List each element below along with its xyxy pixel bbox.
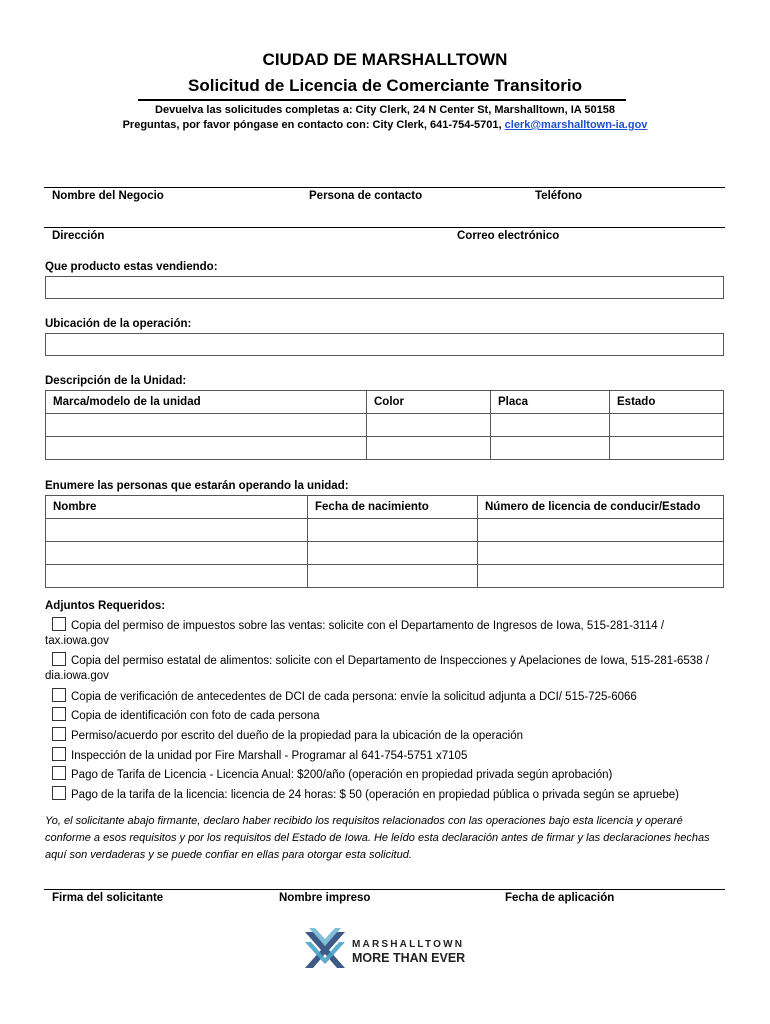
logo-text-slogan: MORE THAN EVER [352, 951, 466, 965]
location-field[interactable] [45, 333, 724, 356]
contact-prefix: Preguntas, por favor póngase en contacto con: City Clerk, 641-754-5701, [122, 119, 505, 131]
operator-cell[interactable] [308, 565, 478, 588]
checkbox[interactable] [52, 747, 66, 761]
contact-instructions [0, 119, 770, 131]
unit-cell[interactable] [610, 414, 724, 437]
operator-cell[interactable] [46, 519, 308, 542]
unit-cell[interactable] [46, 414, 367, 437]
operators-header-name: Nombre [46, 496, 308, 519]
unit-cell[interactable] [367, 437, 491, 460]
email-label: Correo electrónico [457, 230, 560, 242]
operator-cell[interactable] [478, 519, 724, 542]
marshalltown-logo-icon [305, 928, 345, 970]
unit-header-model: Marca/modelo de la unidad [46, 391, 367, 414]
applicant-signature-label: Firma del solicitante [52, 892, 164, 904]
unit-header-state: Estado [610, 391, 724, 414]
checkbox[interactable] [52, 766, 66, 780]
attachment-text: Copia de verificación de antecedentes de DCI de cada persona: envíe la solicitud adjunta a DCI/ 515-725-6066 [71, 691, 637, 703]
attachment-text: Pago de la tarifa de la licencia: licencia de 24 horas: $ 50 (operación en propiedad pública o privada según se apruebe) [71, 789, 679, 801]
operators-header-license: Número de licencia de conducir/Estado [478, 496, 724, 519]
table-row [46, 437, 724, 460]
checkbox[interactable] [52, 652, 66, 666]
declaration-line-2: conforme a esos requisitos y por los requisitos del Estado de Iowa. He leído esta declaración antes de firmar y las declaraciones hechas [45, 832, 710, 844]
attachment-item-food-permit [52, 652, 709, 670]
table-row [46, 565, 724, 588]
operator-cell[interactable] [478, 542, 724, 565]
attachment-item-photo-id [52, 707, 320, 725]
city-title: CIUDAD DE MARSHALLTOWN [262, 50, 508, 69]
business-name-label: Nombre del Negocio [52, 190, 164, 202]
declaration-line-3: aquí son verdaderas y se puede confiar en ellas para otorgar esta solicitud. [45, 849, 412, 861]
operators-header-row [46, 496, 724, 519]
attachment-text: Copia de identificación con foto de cada persona [71, 710, 320, 722]
table-row [46, 414, 724, 437]
unit-cell[interactable] [491, 414, 610, 437]
attachment-item-annual-fee [52, 766, 612, 784]
operator-cell[interactable] [308, 542, 478, 565]
table-row [46, 542, 724, 565]
return-instructions: Devuelva las solicitudes completas a: City Clerk, 24 N Center St, Marshalltown, IA 50158 [155, 104, 615, 116]
unit-cell[interactable] [367, 414, 491, 437]
attachment-item-dci-check [52, 688, 637, 706]
phone-label: Teléfono [535, 190, 583, 202]
printed-name-label: Nombre impreso [279, 892, 371, 904]
contact-person-label: Persona de contacto [309, 190, 423, 202]
operators-header-dob: Fecha de nacimiento [308, 496, 478, 519]
attachment-text: Pago de Tarifa de Licencia - Licencia Anual: $200/año (operación en propiedad privada según aprobación) [71, 769, 613, 781]
product-field[interactable] [45, 276, 724, 299]
clerk-email-link[interactable]: clerk@marshalltown-ia.gov [504, 119, 648, 131]
business-line-top [44, 187, 725, 188]
attachment-item-owner-permission [52, 727, 523, 745]
operators-label: Enumere las personas que estarán operando la unidad: [45, 480, 349, 492]
operator-cell[interactable] [46, 565, 308, 588]
checkbox[interactable] [52, 727, 66, 741]
attachment-item-fire-inspection [52, 747, 467, 765]
application-date-label: Fecha de aplicación [505, 892, 615, 904]
attachment-continuation: tax.iowa.gov [45, 635, 109, 647]
form-title: Solicitud de Licencia de Comerciante Transitorio [188, 76, 582, 95]
attachment-text: Inspección de la unidad por Fire Marshall - Programar al 641-754-5751 x7105 [71, 750, 468, 762]
declaration-line-1: Yo, el solicitante abajo firmante, declaro haber recibido los requisitos relacionados con las operaciones bajo esta licencia y operaré [45, 815, 683, 827]
unit-description-label: Descripción de la Unidad: [45, 375, 187, 387]
operator-cell[interactable] [46, 542, 308, 565]
checkbox[interactable] [52, 786, 66, 800]
unit-header-plate: Placa [491, 391, 610, 414]
attachment-text: Copia del permiso de impuestos sobre las ventas: solicite con el Departamento de Ingresos de Iowa, 515-281-3114 / [71, 620, 665, 632]
attachment-item-daily-fee [52, 786, 679, 804]
unit-cell[interactable] [610, 437, 724, 460]
operator-cell[interactable] [478, 565, 724, 588]
address-line-top [44, 227, 725, 228]
checkbox[interactable] [52, 617, 66, 631]
address-label: Dirección [52, 230, 105, 242]
attachment-item-sales-tax [52, 617, 664, 635]
product-label: Que producto estas vendiendo: [45, 261, 218, 273]
attachments-label: Adjuntos Requeridos: [45, 600, 166, 612]
unit-cell[interactable] [46, 437, 367, 460]
unit-header-row [46, 391, 724, 414]
operator-cell[interactable] [308, 519, 478, 542]
operators-table [45, 495, 724, 588]
attachment-text: Copia del permiso estatal de alimentos: solicite con el Departamento de Inspecciones y Apelaciones de Iowa, 515-281-6538 / [71, 655, 709, 667]
checkbox[interactable] [52, 707, 66, 721]
logo-text-city: MARSHALLTOWN [352, 939, 465, 950]
unit-header-color: Color [367, 391, 491, 414]
attachment-text: Permiso/acuerdo por escrito del dueño de la propiedad para la ubicación de la operación [71, 730, 523, 742]
unit-cell[interactable] [491, 437, 610, 460]
signature-line [44, 889, 725, 890]
checkbox[interactable] [52, 688, 66, 702]
location-label: Ubicación de la operación: [45, 318, 192, 330]
attachment-continuation: dia.iowa.gov [45, 670, 109, 682]
table-row [46, 519, 724, 542]
title-divider [138, 99, 626, 101]
unit-table [45, 390, 724, 460]
